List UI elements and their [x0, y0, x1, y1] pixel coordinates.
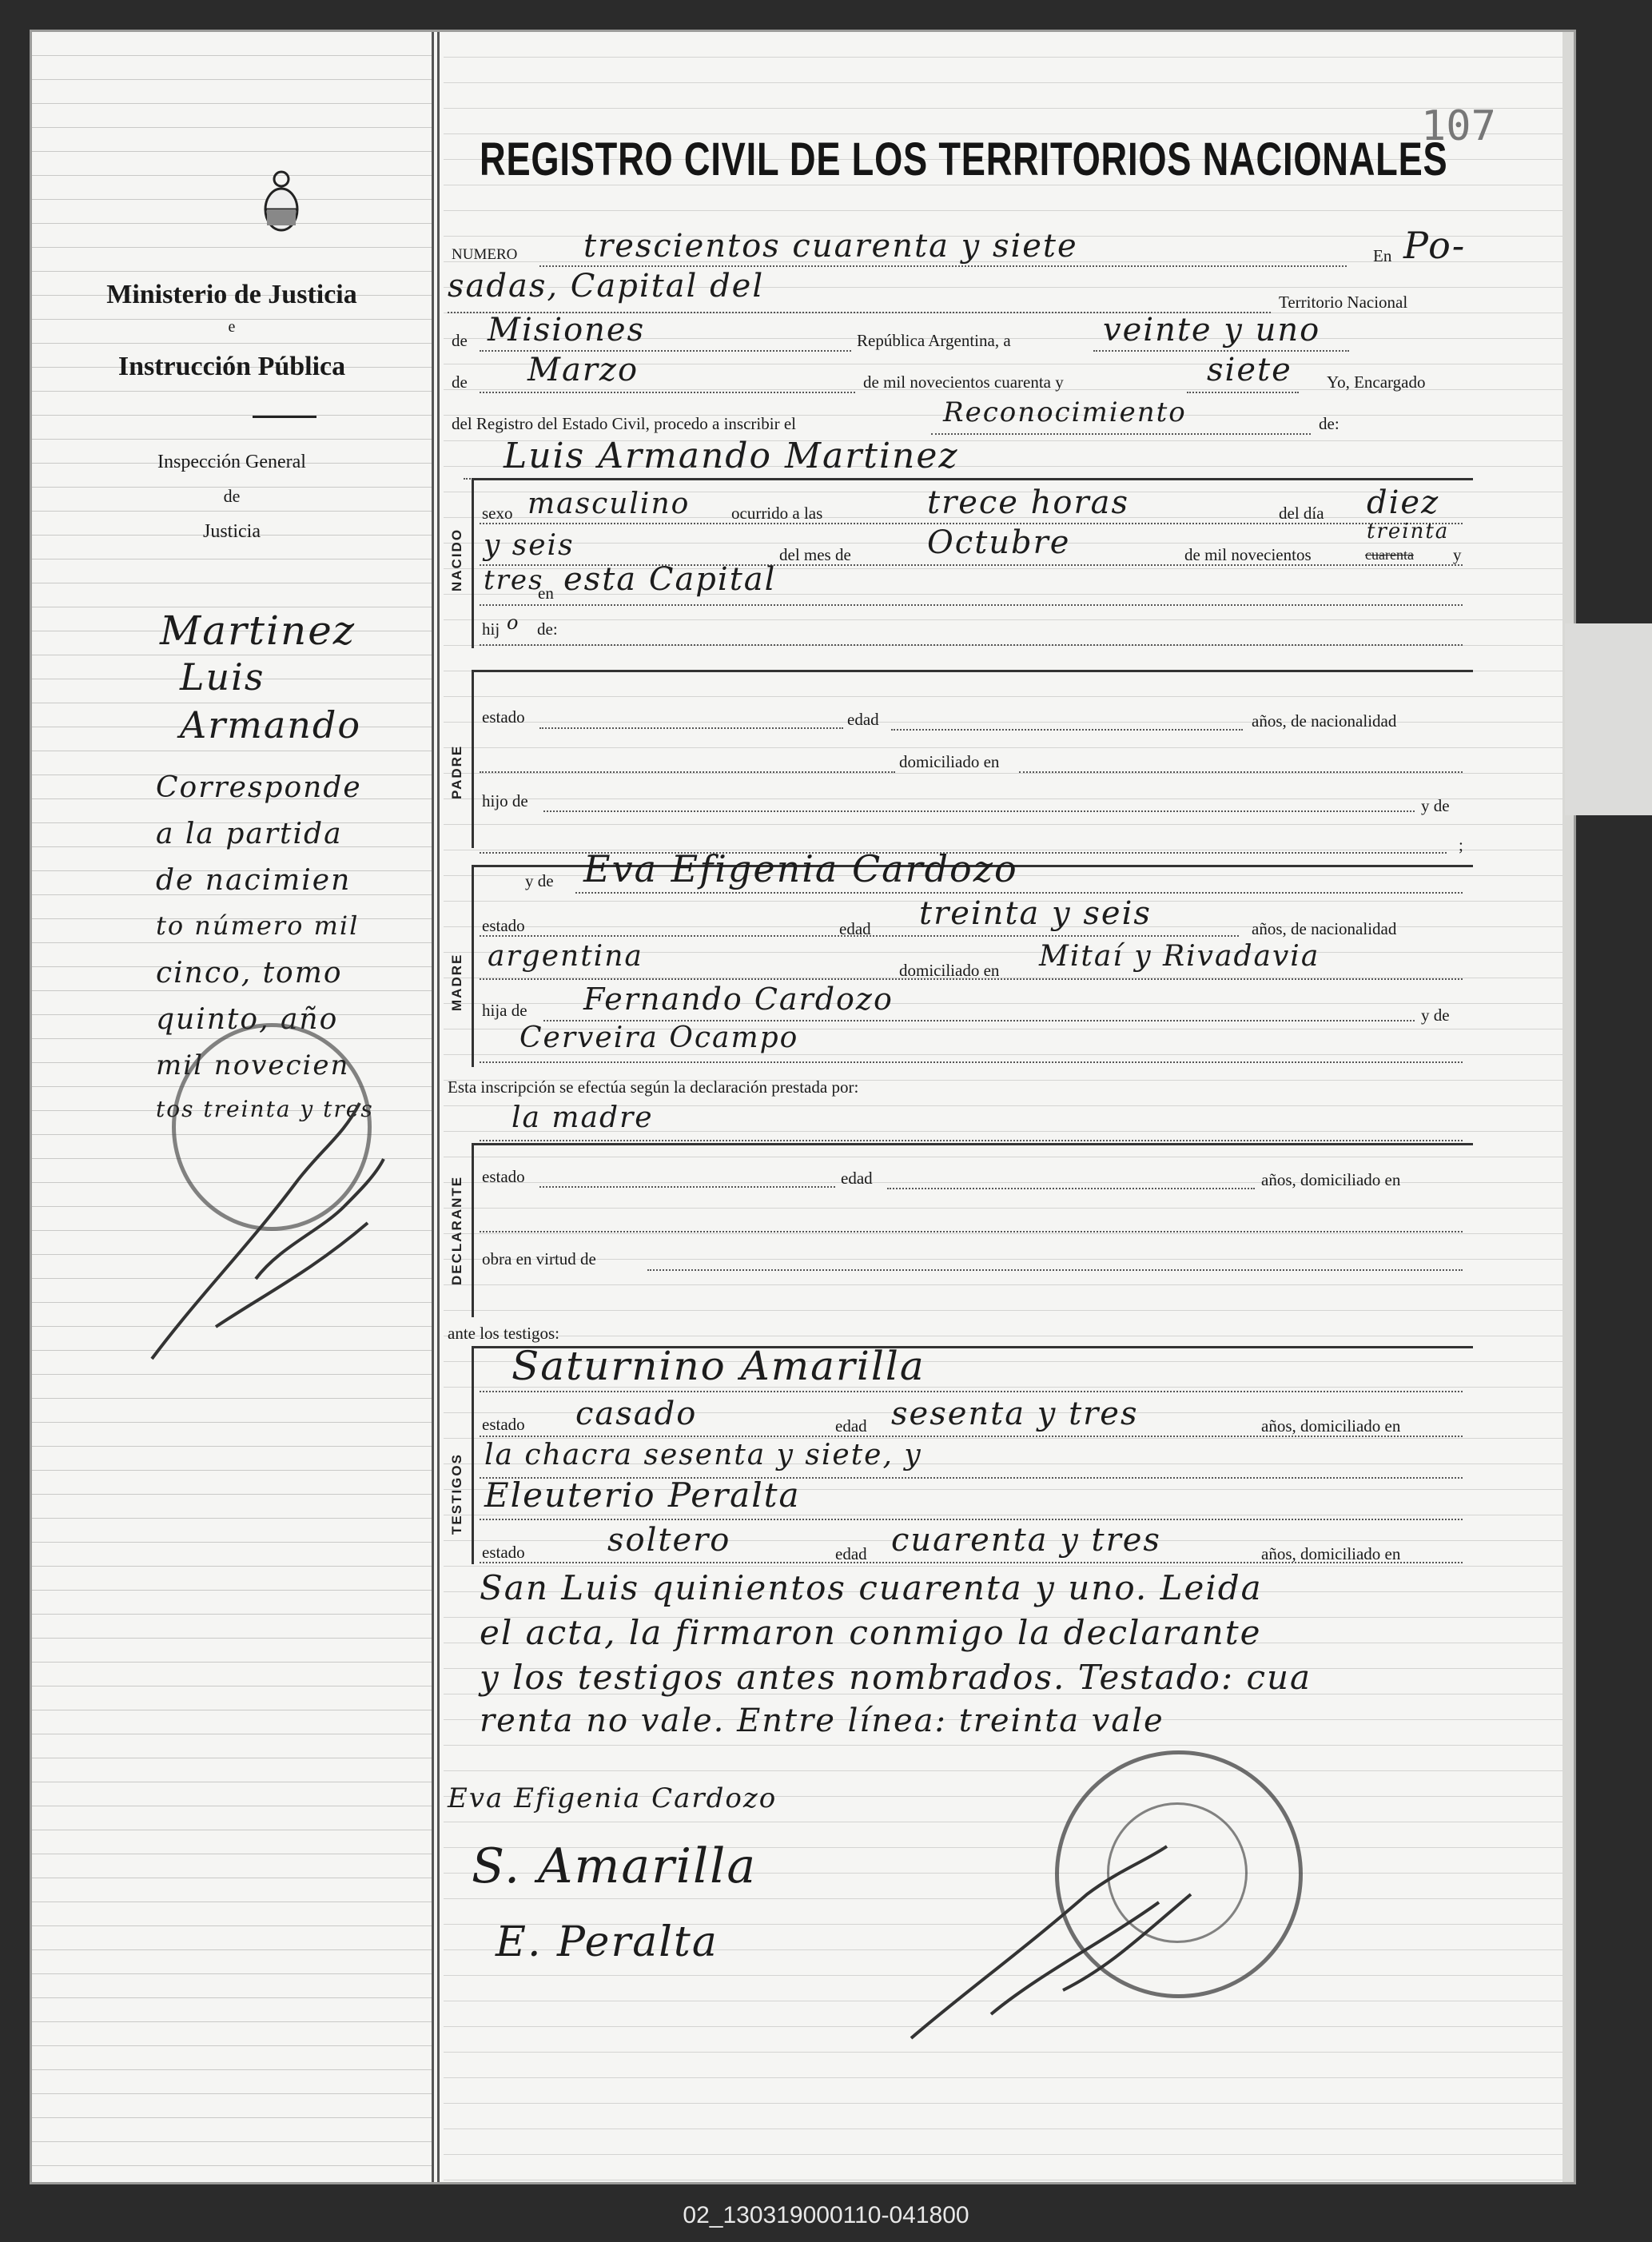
margin-note-line: quinto, año — [156, 1003, 339, 1036]
official-signature-icon — [903, 1830, 1239, 2054]
encargado-label: Yo, Encargado — [1327, 372, 1426, 392]
dots — [543, 810, 1415, 812]
dots — [480, 1140, 1463, 1141]
margin-note-line: cinco, tomo — [156, 957, 343, 990]
madre-edad-value: treinta y seis — [919, 895, 1152, 932]
margin-note-line: a la partida — [156, 818, 343, 850]
t1-nombre: Saturnino Amarilla — [512, 1343, 926, 1389]
margin-given2: Armando — [180, 703, 362, 747]
hora-value: trece horas — [927, 484, 1129, 521]
dots — [931, 433, 1311, 435]
declaracion-text: Esta inscripción se efectúa según la declaración prestada por: — [448, 1077, 859, 1097]
dia-value2: y seis — [484, 529, 575, 562]
page-title: REGISTRO CIVIL DE LOS TERRITORIOS NACIONALES — [480, 133, 1448, 185]
dots — [480, 1231, 1463, 1233]
firma-declarante: Eva Efigenia Cardozo — [448, 1782, 778, 1814]
domicilio-value: Mitaí y Rivadavia — [1039, 940, 1320, 973]
margin-note-line: tos treinta y tres — [156, 1096, 374, 1122]
dots — [539, 727, 843, 729]
t1-domicilio: la chacra sesenta y siete, y — [484, 1439, 922, 1471]
de-label: de — [452, 331, 468, 350]
closing-line: y los testigos antes nombrados. Testado: cua — [480, 1658, 1312, 1697]
cuarenta-struck: cuarenta — [1365, 547, 1414, 563]
nombre-value: Luis Armando Martinez — [504, 436, 959, 476]
dots — [480, 1519, 1463, 1520]
territorio-label: Territorio Nacional — [1279, 293, 1408, 312]
testigos-label: TESTIGOS — [449, 1453, 464, 1535]
t1-edad: sesenta y tres — [891, 1396, 1139, 1432]
sexo-value: masculino — [527, 488, 691, 520]
madre-estado-label: estado — [482, 916, 525, 935]
dots — [1019, 771, 1463, 773]
del-mes-label: del mes de — [779, 545, 851, 564]
y-label: y — [1453, 545, 1462, 564]
madre-edad-label: edad — [839, 919, 871, 938]
dots — [575, 892, 1463, 894]
dots — [539, 265, 1347, 267]
margin-note-line: mil novecien — [156, 1049, 350, 1081]
numero-value: trescientos cuarenta y siete — [583, 228, 1078, 265]
treinta-value: treinta — [1367, 520, 1450, 544]
madre-nombre-value: Eva Efigenia Cardozo — [583, 847, 1018, 890]
dots — [480, 392, 855, 393]
lugar-value: esta Capital — [563, 561, 777, 598]
padre-anios-label: años, de nacionalidad — [1252, 711, 1397, 731]
padre-domiciliado-label: domiciliado en — [899, 752, 1000, 771]
nacionalidad-value: argentina — [488, 940, 643, 973]
declarante-estado-label: estado — [482, 1167, 525, 1186]
t1-estado-label: estado — [482, 1415, 525, 1434]
dia-value: veinte y uno — [1103, 312, 1321, 348]
declarante-edad-label: edad — [841, 1169, 873, 1188]
dots — [539, 1186, 835, 1188]
t2-domicilio: San Luis quinientos cuarenta y uno. Leida — [480, 1568, 1263, 1607]
madre-padre-value: Fernando Cardozo — [583, 982, 894, 1017]
dots — [480, 1436, 1463, 1437]
dots — [887, 1188, 1255, 1189]
nacido-mes-value: Octubre — [927, 524, 1071, 561]
margin-signature-icon — [136, 1087, 416, 1375]
de-colon: de: — [1319, 414, 1340, 433]
dots — [480, 978, 1463, 980]
registro-label: del Registro del Estado Civil, procedo a inscribir el — [452, 414, 796, 433]
margin-given1: Luis — [180, 655, 265, 699]
place-value: sadas, Capital del — [448, 268, 765, 305]
closing-line: el acta, la firmaron conmigo la declarante — [480, 1613, 1262, 1652]
t2-estado-label: estado — [482, 1543, 525, 1562]
madre-madre-value: Cerveira Ocampo — [519, 1021, 799, 1054]
dots — [480, 644, 1463, 646]
margin-surname: Martinez — [160, 607, 356, 654]
margin-note-line: Corresponde — [156, 771, 362, 804]
dots — [480, 1562, 1463, 1563]
dots — [480, 1061, 1463, 1063]
madre-label: MADRE — [449, 953, 464, 1011]
t2-estado: soltero — [607, 1522, 731, 1559]
del-dia-label: del día — [1279, 504, 1324, 523]
obra-label: obra en virtud de — [482, 1249, 596, 1268]
t2-anios-label: años, domiciliado en — [1261, 1544, 1401, 1563]
hijo-value: o — [507, 611, 520, 634]
declaracion-value: la madre — [512, 1101, 654, 1134]
hijo-de-label: de: — [537, 619, 558, 639]
padre-edad-label: edad — [847, 710, 879, 729]
dots — [647, 1269, 1463, 1271]
mil-label: de mil novecientos cuarenta y — [863, 372, 1064, 392]
dots — [480, 771, 895, 773]
dots — [480, 1391, 1463, 1392]
ministry-line3: Instrucción Pública — [117, 352, 346, 381]
padre-label: PADRE — [449, 744, 464, 799]
declarante-anios-label: años, domiciliado en — [1261, 1170, 1401, 1189]
ministry-line1: Ministerio de Justicia — [106, 280, 357, 309]
madre-anios-label: años, de nacionalidad — [1252, 919, 1397, 938]
republica-label: República Argentina, a — [857, 331, 1011, 350]
dots — [1187, 392, 1299, 393]
territorio-value: Misiones — [488, 312, 646, 348]
t2-edad-label: edad — [835, 1544, 867, 1563]
firma-testigo2: E. Peralta — [496, 1918, 719, 1966]
declarante-section-box — [472, 1143, 1473, 1317]
folio-number: 107 — [1421, 102, 1496, 150]
margin-note-line: to número mil — [156, 910, 360, 941]
margin-note-line: de nacimien — [156, 864, 352, 897]
madre-y-de-label: y de — [525, 871, 554, 890]
numero-label: NUMERO — [452, 246, 518, 263]
ministry-line2: e — [228, 318, 236, 336]
t2-nombre: Eleuterio Peralta — [484, 1475, 801, 1515]
declarante-label: DECLARANTE — [449, 1175, 464, 1285]
ministry-divider — [253, 416, 316, 418]
t1-anios-label: años, domiciliado en — [1261, 1416, 1401, 1436]
inspeccion-line1: Inspección General — [157, 452, 306, 472]
nacido-en-label: en — [538, 583, 554, 603]
image-code: 02_130319000110-041800 — [683, 2202, 969, 2228]
sexo-label: sexo — [482, 504, 513, 523]
nacido-label: NACIDO — [449, 528, 464, 591]
closing-line: renta no vale. Entre línea: treinta vale — [480, 1702, 1164, 1739]
madre-domiciliado-label: domiciliado en — [899, 961, 1000, 980]
inspeccion-line2: de — [223, 486, 241, 506]
padre-semicolon: ; — [1459, 835, 1463, 854]
nacido-mil-label: de mil novecientos — [1184, 545, 1312, 564]
ante-label: ante los testigos: — [448, 1324, 559, 1343]
padre-estado-label: estado — [482, 707, 525, 727]
page-edge — [1565, 623, 1652, 815]
mes-value: Marzo — [527, 352, 639, 388]
de-label2: de — [452, 372, 468, 392]
dots — [480, 935, 1239, 937]
acto-value: Reconocimiento — [943, 396, 1187, 428]
t1-edad-label: edad — [835, 1416, 867, 1436]
anio-value: siete — [1207, 352, 1292, 388]
en-value: Po- — [1403, 224, 1467, 267]
madre-y-de-label2: y de — [1421, 1006, 1450, 1025]
en-label: En — [1373, 246, 1392, 265]
t1-estado: casado — [575, 1396, 698, 1432]
ocurrido-label: ocurrido a las — [731, 504, 823, 523]
padre-hijo-label: hijo de — [482, 791, 528, 810]
padre-y-de-label: y de — [1421, 796, 1450, 815]
inspeccion-line3: Justicia — [203, 521, 261, 542]
nacido-anio-value: tres — [484, 564, 544, 596]
dia-value: diez — [1367, 484, 1440, 521]
dots — [891, 729, 1243, 731]
coat-of-arms-icon — [262, 168, 301, 233]
hija-label: hija de — [482, 1001, 527, 1020]
hijo-label: hij — [482, 619, 500, 639]
firma-testigo1: S. Amarilla — [472, 1838, 758, 1894]
dots — [480, 604, 1463, 606]
t2-edad: cuarenta y tres — [891, 1522, 1161, 1559]
